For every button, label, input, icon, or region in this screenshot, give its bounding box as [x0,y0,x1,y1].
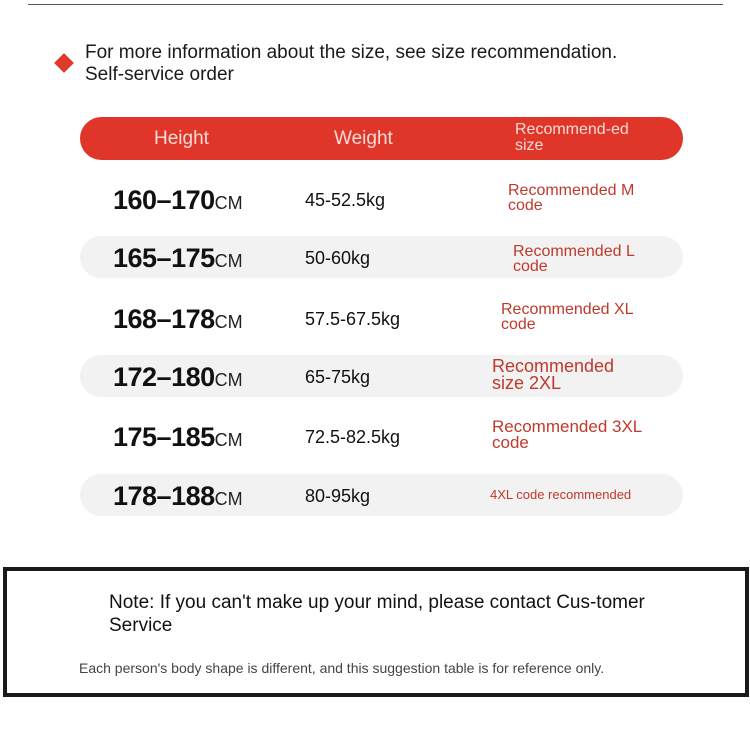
height-unit: CM [214,430,243,450]
height-unit: CM [214,251,243,271]
table-row [80,355,683,397]
intro-line-2: Self-service order [85,64,234,85]
diamond-icon [54,53,74,73]
weight-range: 45-52.5kg [305,190,386,210]
weight-range: 57.5-67.5kg [305,309,401,329]
table-row [80,236,683,278]
height-range: 175–185CM [113,422,243,452]
reference-disclaimer: Each person's body shape is different, and this suggestion table is for reference only. [79,660,605,676]
header-recommended-size: Recommend-ed size [515,121,629,154]
height-unit: CM [214,312,243,332]
height-range: 178–188CM [113,481,243,511]
height-range: 160–170CM [113,185,243,215]
header-height: Height [154,128,209,149]
table-row [80,178,683,220]
size-recommendation: Recommended M code [508,182,635,214]
size-table-header [80,117,683,160]
top-divider [28,4,723,5]
weight-range: 65-75kg [305,367,371,387]
height-range: 168–178CM [113,304,243,334]
table-row [80,474,683,516]
height-unit: CM [214,370,243,390]
size-recommendation: Recommended size 2XL [492,356,615,393]
note-box [3,567,749,697]
size-recommendation: Recommended XL code [501,301,633,333]
weight-range: 80-95kg [305,486,371,506]
size-recommendation: 4XL code recommended [490,487,632,502]
note-text: Note: If you can't make up your mind, please contact Cus-tomer Service [109,592,645,636]
height-range: 165–175CM [113,243,243,273]
intro-line-1: For more information about the size, see size recommendation. [85,42,618,63]
height-unit: CM [214,489,243,509]
table-row [80,297,683,339]
table-row [80,415,683,457]
weight-range: 50-60kg [305,248,371,268]
weight-range: 72.5-82.5kg [305,427,401,447]
height-unit: CM [214,193,243,213]
header-weight: Weight [334,128,393,149]
size-recommendation: Recommended L code [513,243,635,275]
height-range: 172–180CM [113,362,243,392]
size-recommendation: Recommended 3XL code [492,417,642,452]
intro-text [85,42,732,86]
intro-section [52,42,732,86]
